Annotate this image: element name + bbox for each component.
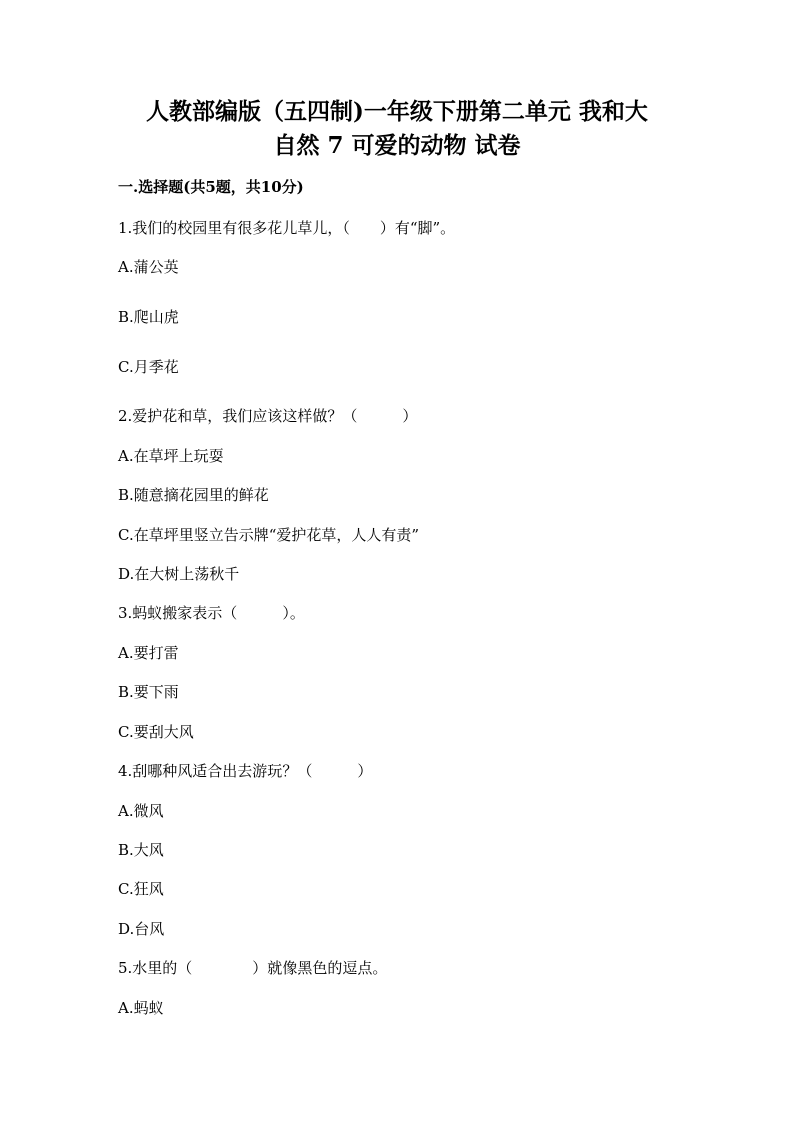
question-5: 5.水里的（ ）就像黑色的逗点。 xyxy=(118,959,388,977)
question-4-option-b: B.大风 xyxy=(118,841,164,859)
page-title-line2: 自然 7 可爱的动物 试卷 xyxy=(273,132,521,159)
question-1-option-c: C.月季花 xyxy=(118,358,179,376)
section-heading: 一.选择题(共5题，共10分) xyxy=(118,178,304,196)
question-1-option-b: B.爬山虎 xyxy=(118,308,179,326)
question-5-option-a: A.蚂蚁 xyxy=(118,999,164,1017)
question-1-option-a: A.蒲公英 xyxy=(118,258,179,276)
question-3-option-c: C.要刮大风 xyxy=(118,723,194,741)
question-4-option-c: C.狂风 xyxy=(118,880,164,898)
question-3-option-b: B.要下雨 xyxy=(118,683,179,701)
question-2: 2.爱护花和草，我们应该这样做？（ ） xyxy=(118,407,418,425)
question-2-option-b: B.随意摘花园里的鲜花 xyxy=(118,486,269,504)
question-2-option-c: C.在草坪里竖立告示牌“爱护花草，人人有责” xyxy=(118,526,420,544)
question-2-option-d: D.在大树上荡秋千 xyxy=(118,565,240,583)
question-4-option-a: A.微风 xyxy=(118,802,164,820)
question-3-option-a: A.要打雷 xyxy=(118,644,179,662)
question-1: 1.我们的校园里有很多花儿草儿，（ ）有“脚”。 xyxy=(118,219,456,237)
question-4: 4.刮哪种风适合出去游玩？（ ） xyxy=(118,762,373,780)
question-4-option-d: D.台风 xyxy=(118,920,165,938)
question-2-option-a: A.在草坪上玩耍 xyxy=(118,447,224,465)
page-title-line1: 人教部编版（五四制)一年级下册第二单元 我和大 xyxy=(146,98,648,125)
question-3: 3.蚂蚁搬家表示（ ）。 xyxy=(118,604,305,622)
